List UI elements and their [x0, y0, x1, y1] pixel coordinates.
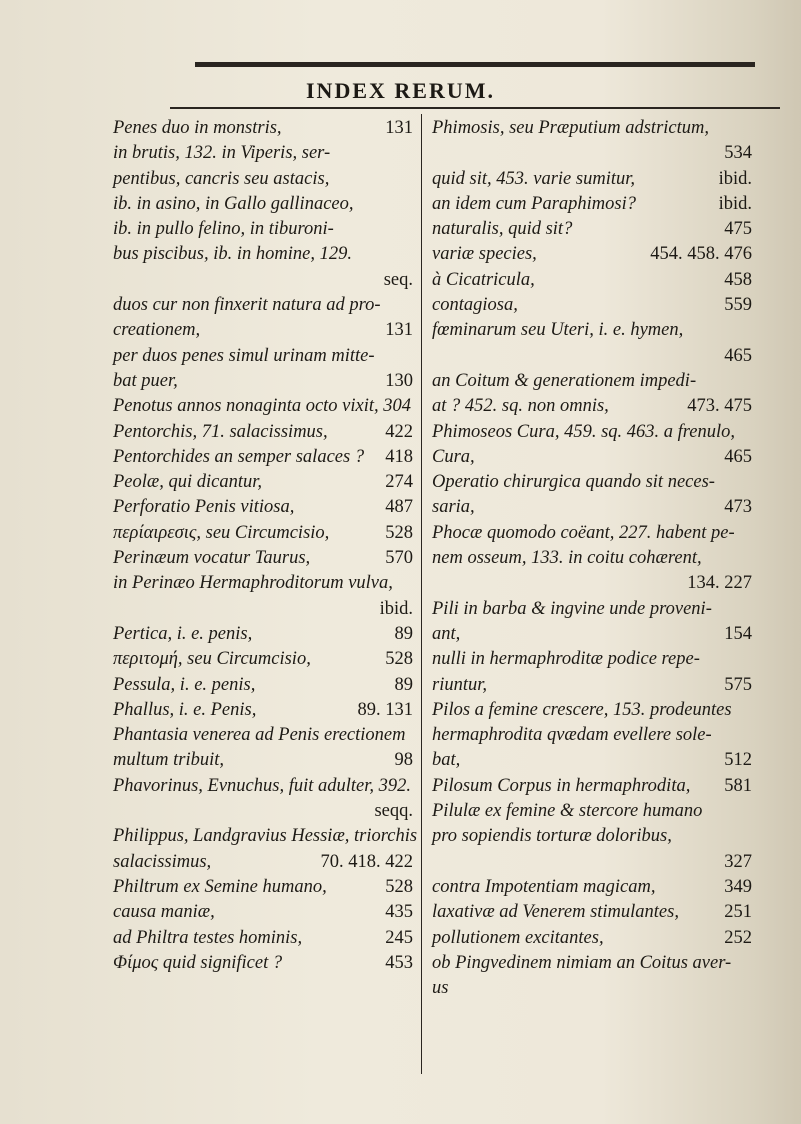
index-entry-line — [432, 521, 752, 546]
index-entry-line — [432, 597, 752, 622]
index-entry-line — [113, 420, 413, 445]
entry-page-reference: ibid. — [718, 168, 752, 189]
index-entry-line — [432, 470, 752, 495]
index-entry-line — [113, 116, 413, 141]
index-entry-line — [113, 723, 413, 748]
index-entry-line — [432, 116, 752, 141]
entry-text: ob Pingvedinem nimiam an Coitus aver- — [432, 952, 732, 973]
entry-text: Philtrum ex Semine humano, — [113, 876, 327, 897]
entry-text: Phimosis, seu Præputium adstrictum, — [432, 118, 709, 138]
entry-text: Phimoseos Cura, 459. sq. 463. a frenulo, — [432, 421, 736, 442]
entry-text: fœminarum seu Uteri, i. e. hymen, — [432, 320, 684, 341]
entry-text: riuntur, — [432, 674, 488, 695]
index-entry-line — [432, 318, 752, 343]
entry-text: Penotus annos nonaginta octo vixit, 304 — [113, 396, 412, 417]
entry-page-reference: 98 — [394, 750, 413, 771]
index-entry-line — [432, 900, 752, 925]
entry-page-reference: 453 — [385, 952, 413, 973]
index-entry-line — [113, 622, 413, 647]
index-entry-line — [432, 622, 752, 647]
index-entry-line — [113, 293, 413, 318]
entry-text: περίαιρεσις, seu Circumcisio, — [113, 522, 330, 543]
entry-page-reference: 512 — [724, 750, 752, 771]
index-entry-line — [113, 217, 413, 242]
entry-text: ib. in asino, in Gallo gallinaceo, — [113, 193, 354, 214]
index-entry-line — [113, 470, 413, 495]
entry-text: contagiosa, — [432, 295, 518, 316]
entry-text: ad Philtra testes hominis, — [113, 927, 303, 948]
entry-text: Peolæ, qui dicantur, — [113, 472, 263, 493]
index-entry-line — [113, 900, 413, 925]
index-entry-line — [113, 673, 413, 698]
entry-text: duos cur non finxerit natura ad pro- — [113, 295, 381, 316]
entry-text: περιτομή, seu Circumcisio, — [113, 649, 311, 670]
index-entry-line — [113, 824, 418, 849]
entry-page-reference: 534 — [724, 143, 752, 164]
entry-text: creationem, — [113, 320, 201, 341]
index-entry-line — [113, 850, 413, 875]
entry-page-reference: 131 — [385, 118, 413, 138]
index-entry-line — [113, 571, 413, 596]
entry-page-reference: 458 — [724, 269, 752, 290]
index-entry-line — [432, 976, 752, 1001]
entry-text: in brutis, 132. in Viperis, ser- — [113, 143, 331, 164]
entry-page-reference: 487 — [385, 497, 413, 518]
entry-text: Pili in barba & ingvine unde proveni- — [432, 598, 712, 619]
index-entry-line — [113, 242, 413, 267]
index-entry-line — [113, 546, 413, 571]
entry-page-reference: 274 — [385, 472, 413, 493]
index-entry-line — [432, 875, 752, 900]
entry-text: Philippus, Landgravius Hessiæ, triorchis — [113, 826, 418, 847]
index-entry-line — [113, 394, 413, 419]
entry-page-reference: 327 — [724, 851, 752, 872]
page-title: INDEX RERUM. — [306, 78, 495, 103]
entry-page-reference: 134. 227 — [687, 573, 752, 594]
entry-text: an idem cum Paraphimosi? — [432, 193, 636, 214]
entry-page-reference: 131 — [385, 320, 413, 341]
entry-text: Penes duo in monstris, — [113, 118, 282, 138]
entry-page-reference: 349 — [724, 876, 752, 897]
entry-text: Phantasia venerea ad Penis erectionem — [113, 725, 406, 746]
entry-text: Perforatio Penis vitiosa, — [113, 497, 295, 518]
entry-text: Perinæum vocatur Taurus, — [113, 548, 311, 569]
index-entry-line — [113, 748, 413, 773]
entry-text: naturalis, quid sit? — [432, 219, 573, 240]
index-entry-line — [113, 192, 413, 217]
index-entry-line — [113, 875, 413, 900]
index-entry-line — [432, 445, 752, 470]
index-entry-line — [432, 495, 752, 520]
index-entry-line — [432, 242, 752, 267]
left-column — [113, 116, 418, 976]
index-entry-line — [113, 268, 413, 293]
index-entry-line — [432, 546, 752, 571]
index-entry-line — [432, 723, 752, 748]
entry-page-reference: 130 — [385, 370, 413, 391]
index-entry-line — [432, 217, 752, 242]
entry-text: Φίμος quid significet ? — [113, 952, 283, 973]
index-entry-line — [113, 445, 413, 470]
entry-text: variæ species, — [432, 244, 537, 265]
entry-text: salacissimus, — [113, 851, 212, 872]
entry-page-reference: 570 — [385, 548, 413, 569]
entry-page-reference: ibid. — [379, 598, 413, 619]
entry-text: saria, — [432, 497, 475, 518]
index-entry-line — [432, 192, 752, 217]
entry-text: ant, — [432, 623, 461, 644]
entry-page-reference: 245 — [385, 927, 413, 948]
index-entry-line — [113, 774, 413, 799]
entry-page-reference: 575 — [724, 674, 752, 695]
entry-page-reference: 418 — [385, 446, 413, 467]
index-entry-line — [432, 926, 752, 951]
entry-page-reference: 252 — [724, 927, 752, 948]
index-entry-line — [113, 799, 413, 824]
entry-text: à Cicatricula, — [432, 269, 535, 290]
entry-text: Phallus, i. e. Penis, — [113, 699, 257, 720]
entry-text: Operatio chirurgica quando sit neces- — [432, 472, 715, 493]
index-entry-line — [432, 293, 752, 318]
top-rule — [195, 62, 755, 67]
entry-page-reference: seq. — [383, 269, 413, 290]
index-entry-line — [432, 951, 752, 976]
entry-text: an Coitum & generationem impedi- — [432, 370, 697, 391]
index-entry-line — [432, 141, 752, 166]
entry-text: at ? 452. sq. non omnis, — [432, 396, 609, 417]
entry-page-reference: 251 — [724, 902, 752, 923]
entry-text: bat puer, — [113, 370, 178, 391]
entry-text: in Perinæo Hermaphroditorum vulva, — [113, 573, 393, 594]
entry-text: bus piscibus, ib. in homine, 129. — [113, 244, 352, 265]
index-entry-line — [113, 167, 413, 192]
entry-page-reference: ibid. — [718, 193, 752, 214]
index-entry-line — [432, 369, 752, 394]
entry-text: Pessula, i. e. penis, — [113, 674, 256, 695]
entry-text: causa maniæ, — [113, 902, 215, 923]
entry-text: nulli in hermaphroditæ podice repe- — [432, 649, 700, 670]
index-entry-line — [432, 167, 752, 192]
index-entry-line — [432, 268, 752, 293]
entry-text: laxativæ ad Venerem stimulantes, — [432, 902, 679, 923]
entry-text: pro sopiendis torturæ doloribus, — [432, 826, 672, 847]
index-entry-line — [113, 926, 413, 951]
entry-text: us — [432, 978, 449, 999]
index-entry-line — [432, 799, 752, 824]
entry-text: Pentorchides an semper salaces ? — [113, 446, 365, 467]
entry-page-reference: 435 — [385, 902, 413, 923]
index-entry-line — [113, 344, 413, 369]
entry-text: Phocæ quomodo coëant, 227. habent pe- — [432, 522, 735, 543]
entry-page-reference: 89 — [394, 674, 413, 695]
entry-text: Pentorchis, 71. salacissimus, — [113, 421, 328, 442]
entry-page-reference: 473. 475 — [687, 396, 752, 417]
entry-text: ib. in pullo felino, in tiburoni- — [113, 219, 334, 240]
index-entry-line — [432, 344, 752, 369]
entry-page-reference: 473 — [724, 497, 752, 518]
entry-page-reference: 154 — [724, 623, 752, 644]
index-entry-line — [432, 673, 752, 698]
index-entry-line — [113, 521, 413, 546]
entry-text: Cura, — [432, 446, 475, 467]
entry-page-reference: 465 — [724, 345, 752, 366]
index-entry-line — [432, 748, 752, 773]
entry-text: pentibus, cancris seu astacis, — [113, 168, 330, 189]
entry-page-reference: 70. 418. 422 — [320, 851, 413, 872]
entry-text: hermaphrodita qvædam evellere sole- — [432, 725, 712, 746]
column-divider — [421, 114, 422, 1074]
entry-page-reference: 559 — [724, 295, 752, 316]
index-entry-line — [113, 318, 413, 343]
index-entry-line — [432, 394, 752, 419]
index-entry-line — [113, 647, 413, 672]
index-entry-line — [432, 774, 752, 799]
entry-page-reference: 528 — [385, 649, 413, 670]
entry-page-reference: 89. 131 — [357, 699, 413, 720]
entry-page-reference: 89 — [394, 623, 413, 644]
index-entry-line — [432, 647, 752, 672]
entry-page-reference: 528 — [385, 876, 413, 897]
entry-text: multum tribuit, — [113, 750, 225, 771]
entry-page-reference: 465 — [724, 446, 752, 467]
entry-text: nem osseum, 133. in coitu cohærent, — [432, 548, 702, 569]
entry-page-reference: seqq. — [374, 801, 413, 822]
entry-text: Pertica, i. e. penis, — [113, 623, 253, 644]
entry-page-reference: 422 — [385, 421, 413, 442]
index-entry-line — [113, 597, 413, 622]
entry-text: quid sit, 453. varie sumitur, — [432, 168, 635, 189]
entry-page-reference: 454. 458. 476 — [650, 244, 752, 265]
index-entry-line — [113, 951, 413, 976]
entry-text: Phavorinus, Evnuchus, fuit adulter, 392. — [113, 775, 412, 796]
index-entry-line — [432, 850, 752, 875]
index-entry-line — [113, 141, 413, 166]
entry-text: Pilos a femine crescere, 153. prodeuntes — [432, 699, 732, 720]
index-entry-line — [113, 698, 413, 723]
entry-page-reference: 581 — [724, 775, 752, 796]
index-entry-line — [432, 420, 752, 445]
entry-page-reference: 475 — [724, 219, 752, 240]
index-entry-line — [432, 698, 752, 723]
right-column — [432, 116, 752, 1001]
entry-page-reference: 528 — [385, 522, 413, 543]
index-entry-line — [432, 571, 752, 596]
index-entry-line — [432, 824, 752, 849]
index-entry-line — [113, 495, 413, 520]
header-rule — [170, 107, 780, 109]
entry-text: bat, — [432, 750, 461, 771]
entry-text: Pilosum Corpus in hermaphrodita, — [432, 775, 691, 796]
entry-text: pollutionem excitantes, — [432, 927, 604, 948]
index-entry-line — [113, 369, 413, 394]
entry-text: per duos penes simul urinam mitte- — [113, 345, 375, 366]
entry-text: Pilulæ ex femine & stercore humano — [432, 801, 703, 822]
entry-text: contra Impotentiam magicam, — [432, 876, 656, 897]
